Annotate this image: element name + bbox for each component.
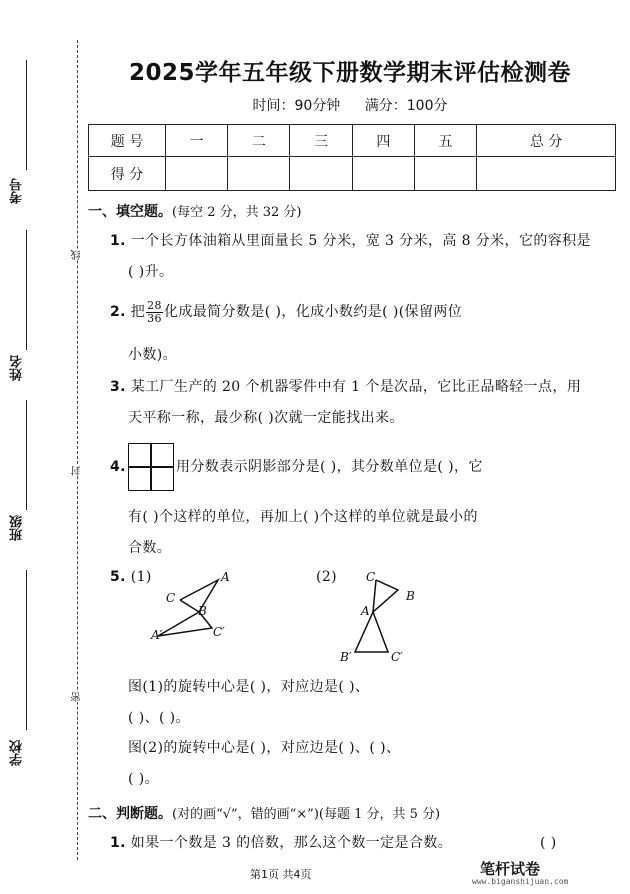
- score-header-cell: 四: [352, 125, 414, 157]
- question-text: 某工厂生产的 20 个机器零件中有 1 个是次品，它比正品略轻一点，用: [130, 379, 582, 395]
- point-label: A: [361, 604, 370, 618]
- judgement-1: [110, 828, 452, 858]
- section-note: (对的画“√”，错的画“×”)(每题 1 分，共 5 分): [172, 807, 441, 822]
- time-limit: 时间：90分钟: [252, 98, 341, 114]
- point-label: C′: [391, 650, 403, 664]
- seal-word-feng: 封: [72, 466, 83, 476]
- question-5-line-4[interactable]: ( )。: [128, 771, 159, 787]
- section-title: 二、判断题。: [88, 806, 172, 822]
- point-label: C: [366, 570, 376, 584]
- seal-word-mi: 密: [72, 692, 83, 702]
- rotation-figure-1: [158, 580, 218, 636]
- score-header-cell: 五: [414, 125, 476, 157]
- point-label: A: [221, 570, 230, 584]
- name-label: 姓名: [10, 355, 25, 381]
- question-text-pre: 把: [130, 304, 146, 320]
- question-5-number: 5. (1): [110, 569, 152, 585]
- question-text-post[interactable]: 化成最简分数是( )，化成小数约是( )(保留两位: [163, 304, 463, 320]
- section-judgement: [88, 803, 440, 823]
- question-4-line-1[interactable]: 用分数表示阴影部分是( )，其分数单位是( )，它: [176, 459, 483, 475]
- score-header-cell: 总 分: [477, 125, 616, 157]
- question-5-line-1[interactable]: 图(1)的旋转中心是( )，对应边是( )、: [128, 679, 370, 695]
- point-label: B: [406, 589, 415, 603]
- question-number: 1.: [110, 233, 126, 249]
- question-3-line-2[interactable]: 天平称一称，最少称( )次就一定能找出来。: [128, 410, 404, 426]
- exam-no-label: 考号: [10, 178, 25, 204]
- point-label: B: [198, 604, 207, 618]
- question-5-line-2[interactable]: ( )、( )。: [128, 710, 190, 726]
- point-label: C′: [213, 625, 225, 639]
- question-2-line-2: 小数)。: [128, 347, 178, 363]
- brand-logo-text: 笔杆试卷: [480, 860, 541, 878]
- point-label: B′: [340, 650, 352, 664]
- question-4-line-3: 合数。: [128, 540, 172, 556]
- question-number: 2.: [110, 304, 126, 320]
- question-text: 如果一个数是 3 的倍数，那么这个数一定是合数。: [130, 835, 453, 851]
- figure-1-label: (1): [130, 569, 152, 585]
- brand-url: www.biganshijuan.com: [472, 877, 569, 886]
- point-label: C: [166, 591, 176, 605]
- question-1-line-2[interactable]: ( )升。: [128, 264, 174, 280]
- question-4-number: 4.: [110, 459, 126, 475]
- point-label: A′: [151, 628, 163, 642]
- score-header-cell: 一: [166, 125, 228, 157]
- page-number: 第1页 共4页: [250, 868, 312, 881]
- question-4-line-2[interactable]: 有( )个这样的单位，再加上( )个这样的单位就是最小的: [128, 509, 478, 525]
- question-number: 1.: [110, 835, 126, 851]
- section-note: (每空 2 分，共 32 分): [172, 205, 302, 220]
- exam-title: 2025学年五年级下册数学期末评估检测卷: [128, 60, 571, 86]
- full-score: 满分：100分: [364, 98, 448, 114]
- seal-word-xian: 线: [72, 250, 83, 260]
- score-header-cell: 三: [290, 125, 352, 157]
- section-title: 一、填空题。: [88, 204, 172, 220]
- question-text: 一个长方体油箱从里面量长 5 分米，宽 3 分米，高 8 分米，它的容积是: [130, 233, 591, 249]
- score-row-label: 得 分: [89, 157, 166, 191]
- score-header-cell: 题 号: [89, 125, 166, 157]
- school-label: 学校: [10, 740, 25, 766]
- question-number: 3.: [110, 379, 126, 395]
- judgement-1-answer[interactable]: ( ): [540, 835, 557, 851]
- score-header-cell: 二: [228, 125, 290, 157]
- fraction-28-36: $\frac{28}{36}$: [147, 298, 162, 325]
- class-label: 班级: [10, 515, 25, 541]
- figure-2-label: (2): [316, 569, 338, 585]
- question-5-line-3[interactable]: 图(2)的旋转中心是( )，对应边是( )、( )、: [128, 740, 401, 756]
